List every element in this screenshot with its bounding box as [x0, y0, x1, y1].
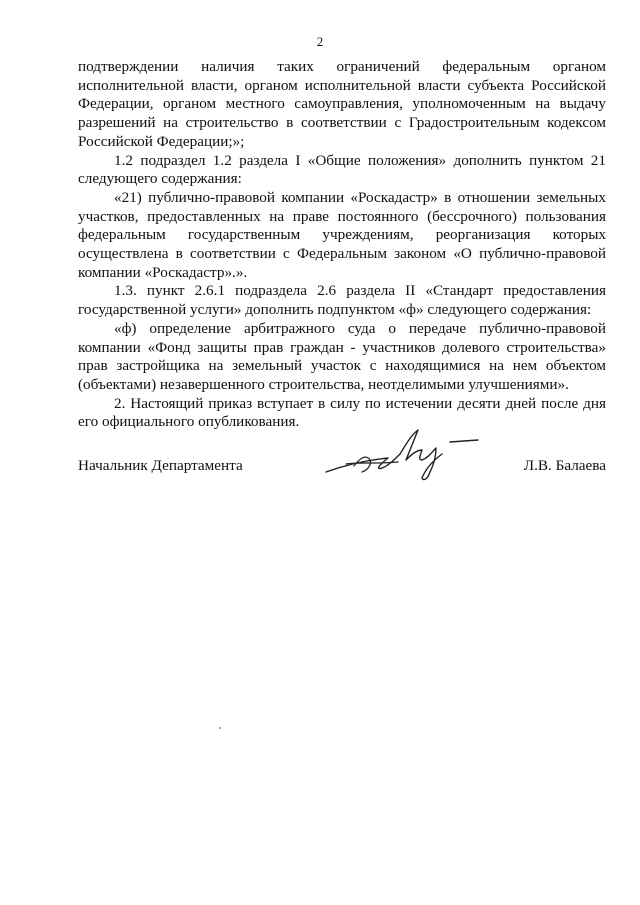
document-body [78, 58, 606, 432]
paragraph-subpoint-f: «ф) определение арбитражного суда о передаче публично-правовой компании «Фонд защиты прав граждан - участников долевого строительства» прав застройщика на земельный участок с находящимися на нем объектом (объектами) незавершенного строительства, неотделимыми улучшениями». [78, 319, 606, 393]
paragraph-item-1-2: 1.2 подраздел 1.2 раздела I «Общие положения» дополнить пунктом 21 следующего содержания: [78, 151, 606, 188]
page-number: 2 [316, 34, 324, 49]
paragraph-item-1-3: 1.3. пункт 2.6.1 подраздела 2.6 раздела II «Стандарт предоставления государственной услуги» дополнить подпунктом «ф» следующего содержания: [78, 282, 606, 319]
signatory-position: Начальник Департамента [78, 457, 243, 474]
paragraph-point-21: «21) публично-правовой компании «Роскадастр» в отношении земельных участков, предоставленных на праве постоянного (бессрочного) пользования федеральным государственным учреждениям, реорганизация которых осуществлена в соответствии с Федеральным законом «О публично-правовой компании «Роскадастр».». [78, 188, 606, 281]
paragraph-item-2: 2. Настоящий приказ вступает в силу по истечении десяти дней после дня его официального опубликования. [78, 394, 606, 431]
scan-speck [219, 727, 221, 729]
signatory-name: Л.В. Балаева [523, 457, 606, 474]
handwritten-signature [318, 420, 488, 488]
paragraph-continuation: подтверждении наличия таких ограничений федеральным органом исполнительной власти, органом исполнительной власти субъекта Российской Федерации, органом местного самоуправления, уполномоченным на выдачу разрешений на строительство в соответствии с Градостроительным кодексом Российской Федерации;»; [78, 58, 606, 150]
